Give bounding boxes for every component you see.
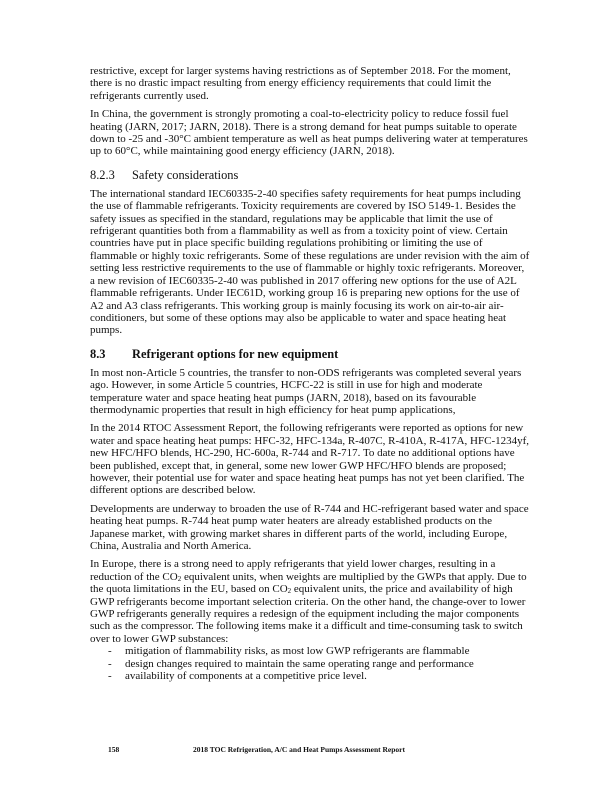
- section-title: Refrigerant options for new equipment: [132, 346, 339, 361]
- section-number: 8.2.3: [90, 167, 115, 182]
- paragraph-china: In China, the government is strongly promoting a coal-to-electricity policy to reduce fossil fuel heating (JARN, 2017; JARN, 2018). There is a strong demand for heat pumps suitable to operate down to -25 and -30°C ambient temperature as well as heat pumps delivering water at temperatures up to 60°C, while maintaining good energy efficiency (JARN, 2018).: [90, 108, 528, 158]
- heading-refrigerant-options: [90, 347, 530, 361]
- bullet-list: [90, 645, 530, 682]
- list-item: - availability of components at a competitive price level.: [108, 670, 367, 683]
- paragraph-europe: In Europe, there is a strong need to apply refrigerants that yield lower charges, resulting in a reduction of the $CO_2$ equivalent units, when weights are multiplied by the GWPs that apply. Due to the quota limitations in the EU, based on $CO_2$ equivalent units, the price and availability of high GWP refrigerants become important selection criteria. On the other hand, the change-over to lower GWP refrigerants generally requires a redesign of the equipment including the major components such as the compressor. The following items make it a difficult and time-consuming task to switch over to lower GWP substances:: [90, 558, 527, 645]
- report-title: 2018 TOC Refrigeration, A/C and Heat Pumps Assessment Report: [193, 745, 406, 754]
- list-item: - design changes required to maintain the same operating range and performance: [108, 657, 474, 670]
- page-body: [90, 65, 530, 682]
- paragraph-rtoc-2014: In the 2014 RTOC Assessment Report, the following refrigerants were reported as options for new water and space heating heat pumps: HFC-32, HFC-134a, R-407C, R-410A, R-417A, HFC-1234yf, new HFC/HFO blends, HC-290, HC-600a, R-744 and R-717. To date no additional options have been published, except that, in general, some new lower GWP HFC/HFO blends are proposed; however, their potential use for water and space heating heat pumps has not yet been clarified. The different options are described below.: [90, 422, 530, 497]
- heading-safety-considerations: [90, 168, 530, 182]
- page-number: 158: [108, 745, 120, 754]
- section-title: Safety considerations: [132, 167, 239, 182]
- list-item: - mitigation of flammability risks, as most low GWP refrigerants are flammable: [108, 645, 470, 658]
- paragraph-developments: Developments are underway to broaden the use of R-744 and HC-refrigerant based water and space heating heat pumps. R-744 heat pump water heaters are already established products on the Japanese market, with growing market shares in different parts of the world, including Europe, China, Australia and North America.: [90, 502, 529, 552]
- section-number: 8.3: [90, 346, 106, 361]
- paragraph-energy-efficiency: restrictive, except for larger systems having restrictions as of September 2018. For the moment, there is no drastic impact resulting from energy efficiency requirements that could limit the refrigerants currently used.: [90, 65, 511, 102]
- paragraph-non-article5: In most non-Article 5 countries, the transfer to non-ODS refrigerants was completed several years ago. However, in some Article 5 countries, HCFC-22 is still in use for high and moderate temperature water and space heating heat pumps (JARN, 2018), based on its favourable thermodynamic properties that result in high efficiency for heat pump applications,: [90, 366, 522, 416]
- paragraph-safety: The international standard IEC60335-2-40 specifies safety requirements for heat pumps including the use of flammable refrigerants. Toxicity requirements are covered by ISO 5149-1. Besides the safety issues as specified in the standard, regulations may be applicable that limit the use of refrigerant quantities both from a flammability as well as from a toxicity point of view. Certain countries have put in place specific building regulations prohibiting or limiting the use of flammable or highly toxic refrigerants. Some of these regulations are under revision with the aim of setting less restrictive requirements to the use of flammable or highly toxic refrigerants. Moreover, a new revision of IEC60335-2-40 was published in 2017 offering new options for the use of A2L flammable refrigerants. Under IEC61D, working group 16 is preparing new options for the use of A2 and A3 class refrigerants. This working group is mainly focusing its work on air-to-air air-conditioners, but some of these options may also be applicable to water and space heating heat pumps.: [90, 187, 530, 337]
